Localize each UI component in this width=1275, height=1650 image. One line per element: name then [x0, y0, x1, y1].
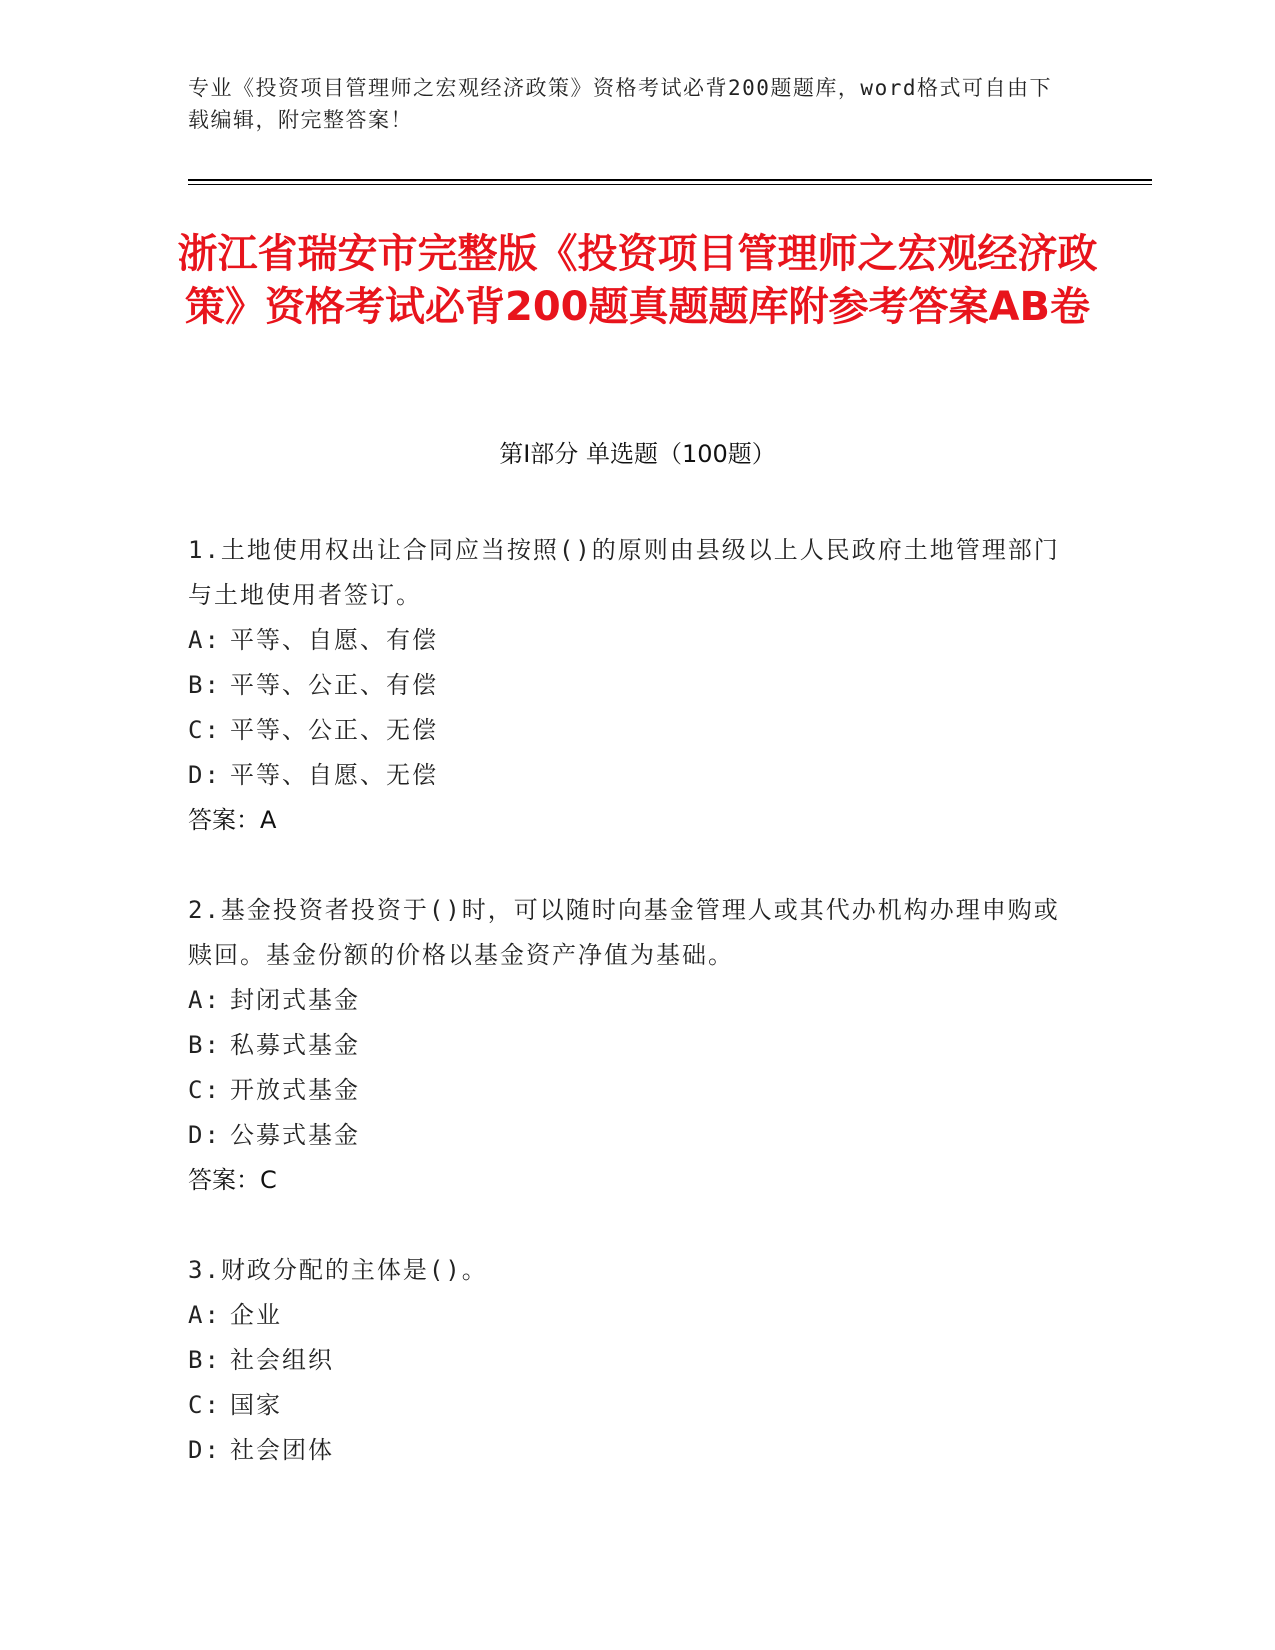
question-item	[188, 528, 1068, 843]
question-stem: 3.财政分配的主体是()。	[188, 1256, 488, 1284]
option-text: 封闭式基金	[230, 986, 360, 1014]
option-d	[188, 753, 1068, 798]
option-key: B:	[188, 671, 221, 699]
question-stem: 2.基金投资者投资于()时，可以随时向基金管理人或其代办机构办理申购或赎回。基金份额的价格以基金资产净值为基础。	[188, 896, 1060, 969]
option-text: 平等、自愿、无偿	[230, 761, 438, 789]
option-a	[188, 618, 1068, 663]
option-key: C:	[188, 1076, 221, 1104]
option-key: C:	[188, 716, 221, 744]
question-answer: 答案：A	[188, 806, 277, 834]
option-text: 公募式基金	[230, 1121, 360, 1149]
option-text: 平等、公正、有偿	[230, 671, 438, 699]
option-key: B:	[188, 1031, 221, 1059]
option-text: 私募式基金	[230, 1031, 360, 1059]
section-heading: 第Ⅰ部分 单选题（100题）	[499, 440, 776, 468]
option-d	[188, 1428, 1068, 1473]
option-c	[188, 1383, 1068, 1428]
option-text: 平等、自愿、有偿	[230, 626, 438, 654]
document-title: 浙江省瑞安市完整版《投资项目管理师之宏观经济政策》资格考试必背200题真题题库附参考答案AB卷	[177, 231, 1098, 330]
option-text: 社会组织	[230, 1346, 334, 1374]
option-d	[188, 1113, 1068, 1158]
option-text: 开放式基金	[230, 1076, 360, 1104]
option-b	[188, 663, 1068, 708]
question-item	[188, 888, 1068, 1203]
option-key: A:	[188, 986, 221, 1014]
option-c	[188, 708, 1068, 753]
option-a	[188, 978, 1068, 1023]
option-key: C:	[188, 1391, 221, 1419]
option-key: D:	[188, 1121, 221, 1149]
option-b	[188, 1338, 1068, 1383]
option-key: A:	[188, 626, 221, 654]
option-text: 企业	[230, 1301, 282, 1329]
question-answer: 答案：C	[188, 1166, 277, 1194]
option-key: D:	[188, 1436, 221, 1464]
option-text: 国家	[230, 1391, 282, 1419]
header-divider-thin	[188, 184, 1152, 185]
option-key: D:	[188, 761, 221, 789]
question-stem: 1.土地使用权出让合同应当按照()的原则由县级以上人民政府土地管理部门与土地使用者签订。	[188, 536, 1060, 609]
question-list	[188, 528, 1068, 1518]
option-b	[188, 1023, 1068, 1068]
option-text: 社会团体	[230, 1436, 334, 1464]
option-c	[188, 1068, 1068, 1113]
option-text: 平等、公正、无偿	[230, 716, 438, 744]
option-a	[188, 1293, 1068, 1338]
option-key: A:	[188, 1301, 221, 1329]
header-divider-thick	[188, 179, 1152, 181]
option-key: B:	[188, 1346, 221, 1374]
question-item	[188, 1248, 1068, 1473]
header-note: 专业《投资项目管理师之宏观经济政策》资格考试必背200题题库，word格式可自由下载编辑，附完整答案！	[188, 76, 1052, 132]
